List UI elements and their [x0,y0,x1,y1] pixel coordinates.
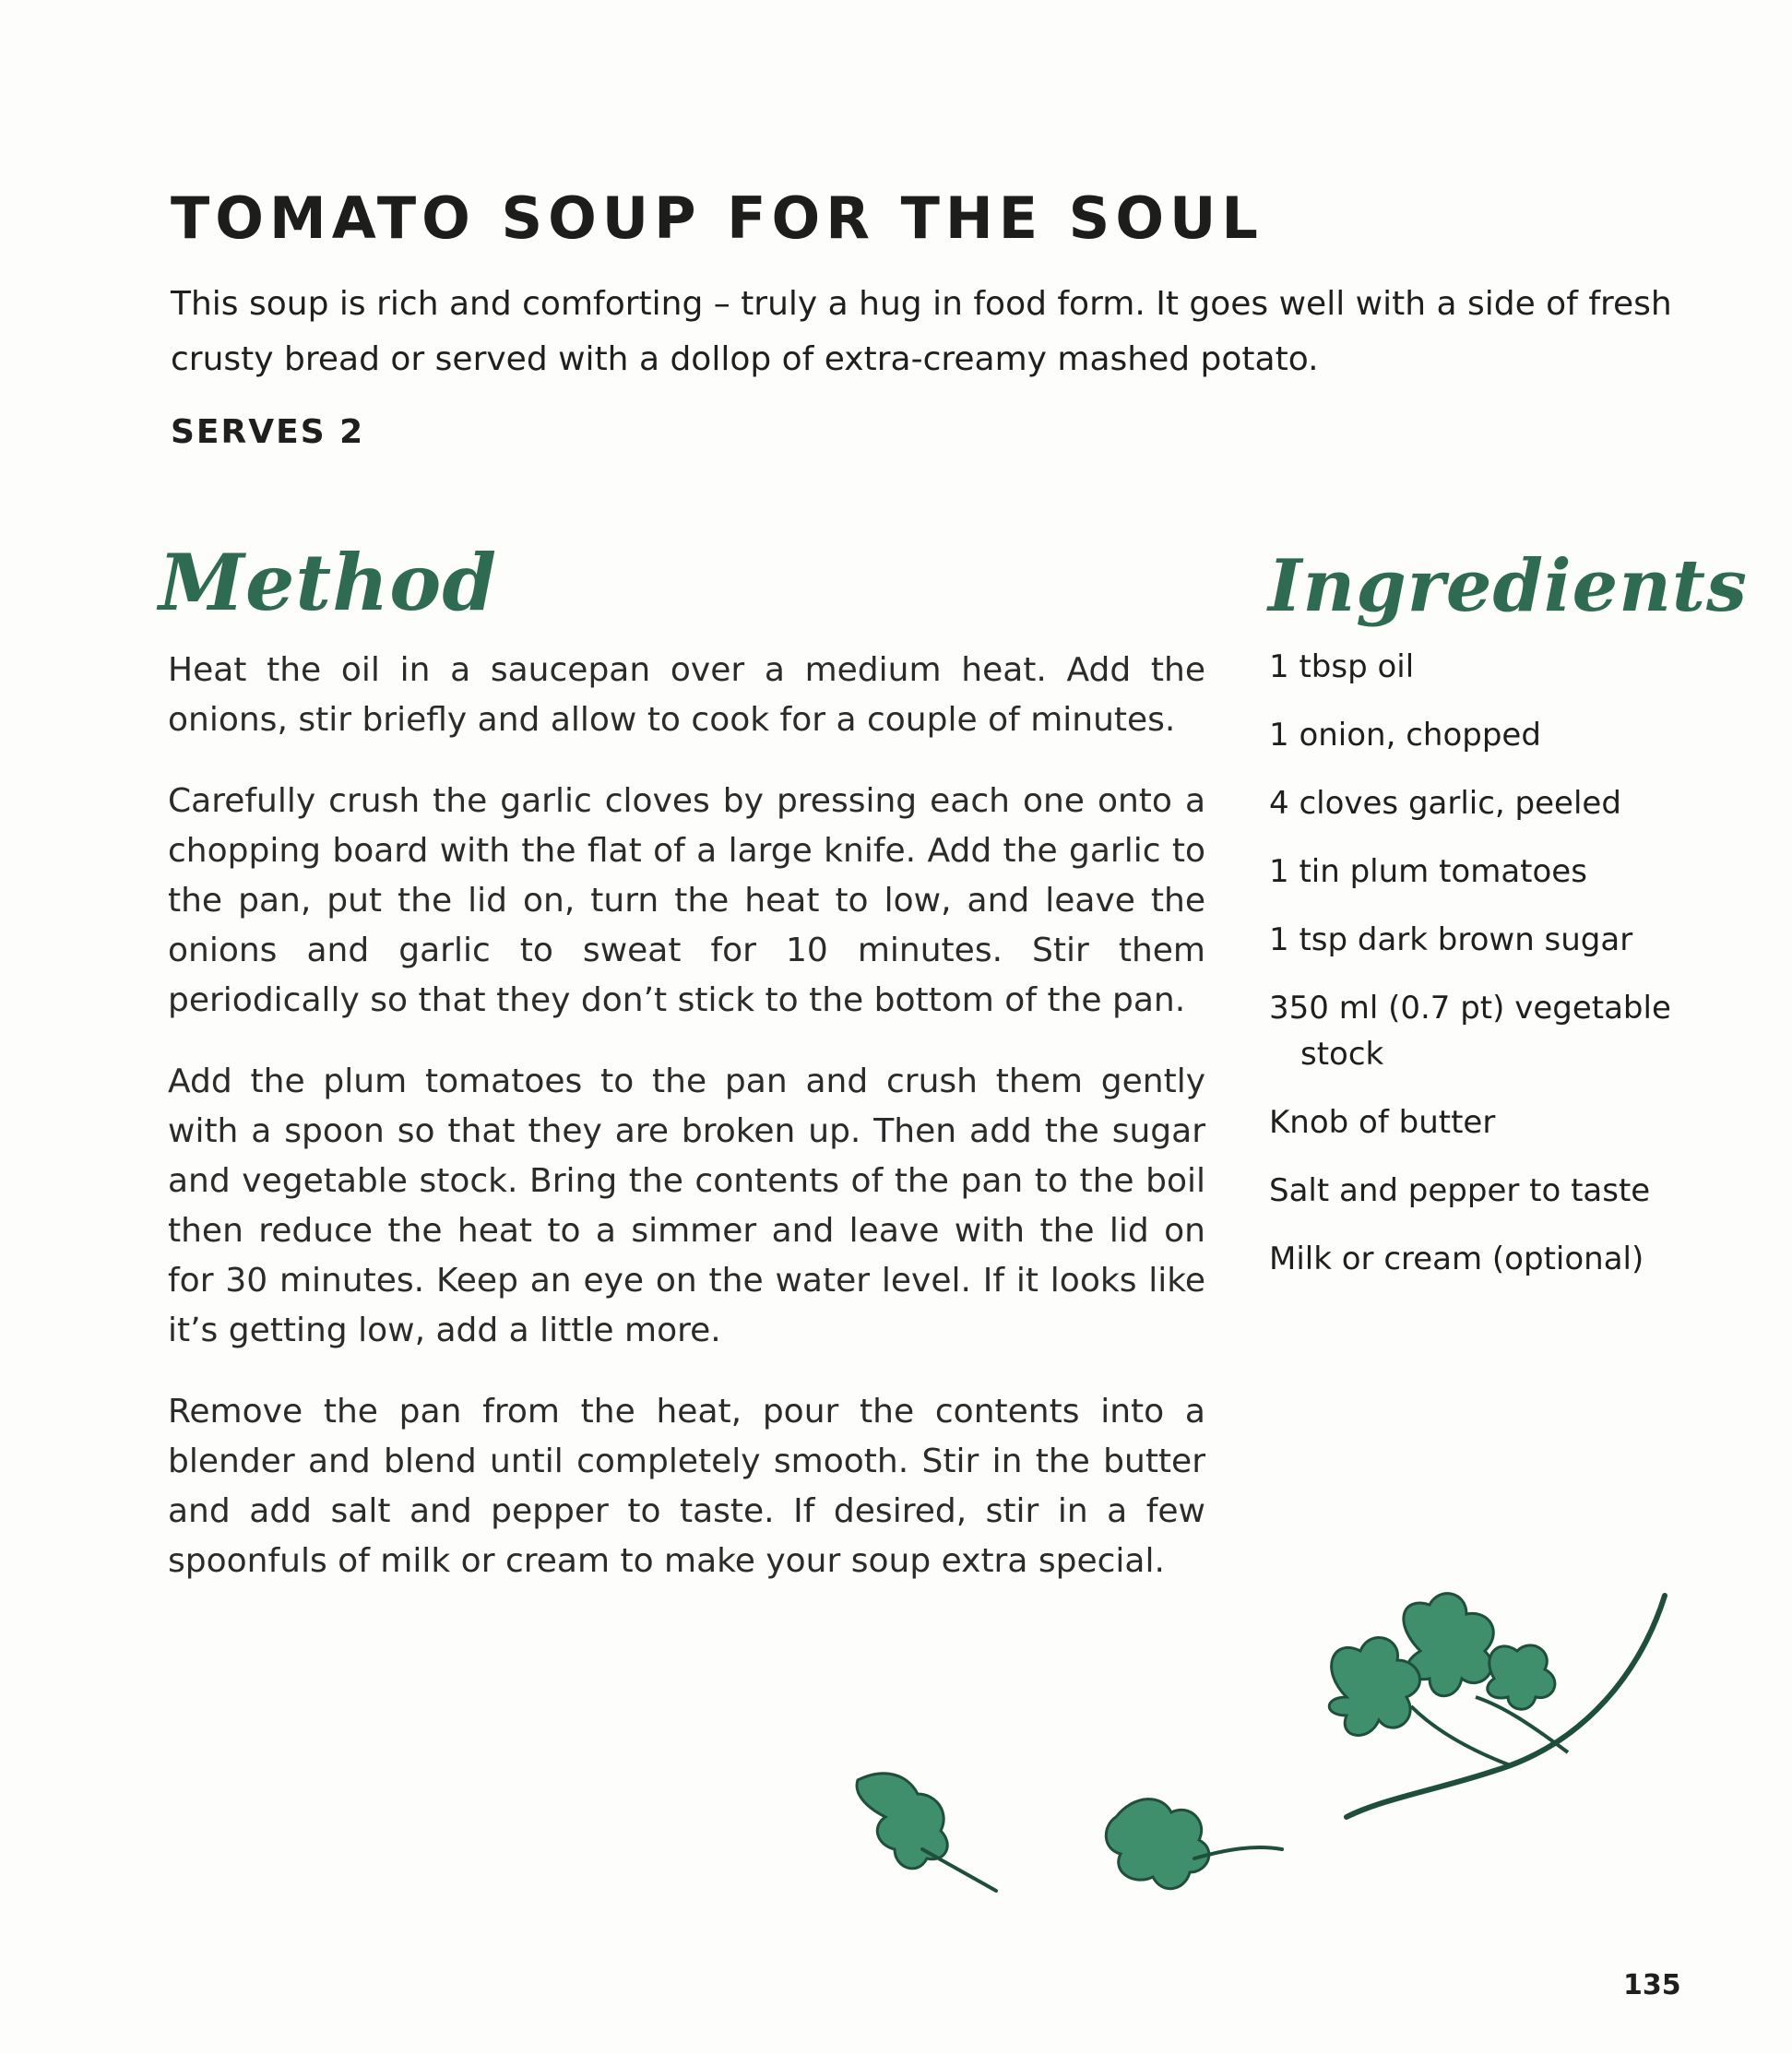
ingredient-item [1269,644,1749,690]
ingredient-text: 1 tbsp oil [1269,648,1415,685]
method-steps [168,646,1205,1618]
ingredient-text: 350 ml (0.7 pt) vegetable stock [1269,990,1671,1073]
method-step: Heat the oil in a saucepan over a medium heat. Add the onions, stir briefly and allow to cook for a couple of minutes. [168,651,1205,739]
ingredients-list [1269,644,1749,1304]
ingredient-item [1269,1099,1749,1146]
parsley-leaf-stem [922,1849,996,1891]
ingredient-text: Knob of butter [1269,1104,1496,1141]
method-heading: Method [159,537,498,628]
ingredient-text: Salt and pepper to taste [1269,1172,1651,1209]
ingredient-item [1269,780,1749,826]
parsley-leaf [1329,1638,1419,1736]
parsley-stem-branch [1411,1706,1513,1766]
ingredient-item [1269,1168,1749,1214]
parsley-leaf [1488,1645,1555,1709]
method-step: Carefully crush the garlic cloves by pressing each one onto a chopping board with the flat of a large knife. Add the garlic to the pan, put the lid on, turn the heat to low, and leave the onions and garlic to sweat for 10 minutes. Stir them periodically so that they don’t stick to the bottom of the pan. [168,782,1205,1019]
ingredient-text: 1 tin plum tomatoes [1269,853,1587,890]
recipe-title: TOMATO SOUP FOR THE SOUL [171,184,1264,252]
ingredient-text: 1 onion, chopped [1269,717,1541,754]
parsley-leaf [1106,1799,1209,1889]
ingredient-item [1269,985,1749,1077]
ingredient-text: 4 cloves garlic, peeled [1269,785,1621,822]
ingredient-item [1269,1236,1749,1282]
ingredient-text: 1 tsp dark brown sugar [1269,921,1633,958]
recipe-intro: This soup is rich and comforting – truly a hug in food form. It goes well with a side of fresh crusty bread or served with a dollop of extra-creamy mashed potato. [171,285,1672,378]
ingredient-text: Milk or cream (optional) [1269,1241,1644,1277]
ingredient-item [1269,849,1749,895]
ingredient-item [1269,712,1749,758]
method-step: Remove the pan from the heat, pour the contents into a blender and blend until completely smooth. Stir in the butter and add salt and pepper to taste. If desired, stir in a few spoonfuls of milk or cream to make your soup extra special. [168,1393,1205,1580]
method-step: Add the plum tomatoes to the pan and crush them gently with a spoon so that they are broken up. Then add the sugar and vegetable stock. Bring the contents of the pan to the boil then reduce the heat to a simmer and leave with the lid on for 30 minutes. Keep an eye on the water level. If it looks like it’s getting low, add a little more. [168,1063,1205,1349]
ingredients-heading: Ingredients [1268,544,1748,628]
page-number: 135 [1623,1969,1681,2001]
ingredient-item [1269,917,1749,963]
parsley-leaves-illustration [830,1568,1752,1937]
serves-label: SERVES 2 [171,413,365,451]
